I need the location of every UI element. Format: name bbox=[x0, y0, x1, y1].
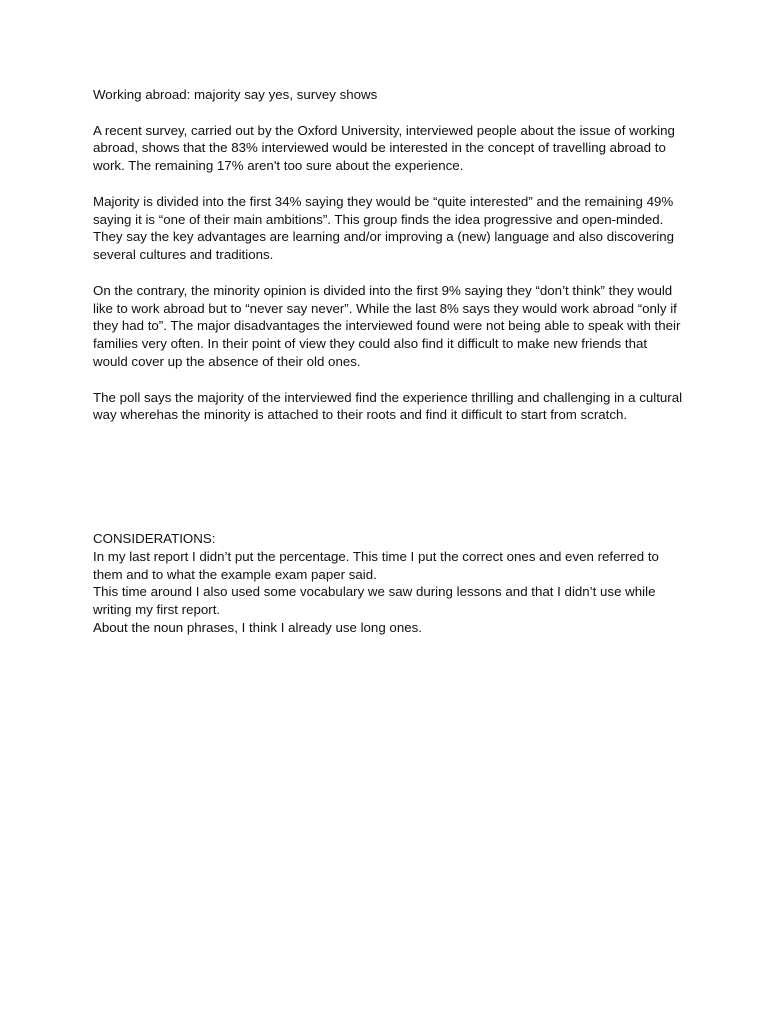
paragraph-survey-intro: A recent survey, carried out by the Oxford University, interviewed people about the issue of working abroad, shows that the 83% interviewed would be interested in the concept of travelling abroad to work. The remaining 17% aren't too sure about the experience. bbox=[93, 122, 675, 174]
paragraph-minority: On the contrary, the minority opinion is divided into the first 9% saying they “don’t think” they would like to work abroad but to “never say never”. While the last 8% says they would work abroad “only if they had to”. The major disadvantages the interviewed found were not being able to speak with their families very often. In their point of view they could also find it difficult to make new friends that would cover up the absence of their old ones. bbox=[93, 282, 681, 369]
document-page bbox=[93, 86, 683, 637]
spacer bbox=[93, 442, 683, 530]
considerations-section bbox=[93, 530, 683, 637]
considerations-line: This time around I also used some vocabulary we saw during lessons and that I didn’t use while writing my first report. bbox=[93, 584, 656, 618]
paragraph-conclusion: The poll says the majority of the interviewed find the experience thrilling and challenging in a cultural way wherehas the minority is attached to their roots and find it difficult to start from scratch. bbox=[93, 389, 683, 423]
considerations-line: About the noun phrases, I think I already use long ones. bbox=[93, 619, 422, 635]
paragraph-majority: Majority is divided into the first 34% saying they would be “quite interested” and the remaining 49% saying it is “one of their main ambitions”. This group finds the idea progressive and open-minded. They say the key advantages are learning and/or improving a (new) language and also discovering several cultures and traditions. bbox=[93, 193, 674, 263]
document-title: Working abroad: majority say yes, survey shows bbox=[93, 87, 378, 102]
considerations-heading: CONSIDERATIONS: bbox=[93, 530, 216, 546]
considerations-line: In my last report I didn’t put the percentage. This time I put the correct ones and even referred to them and to what the example exam paper said. bbox=[93, 548, 659, 582]
